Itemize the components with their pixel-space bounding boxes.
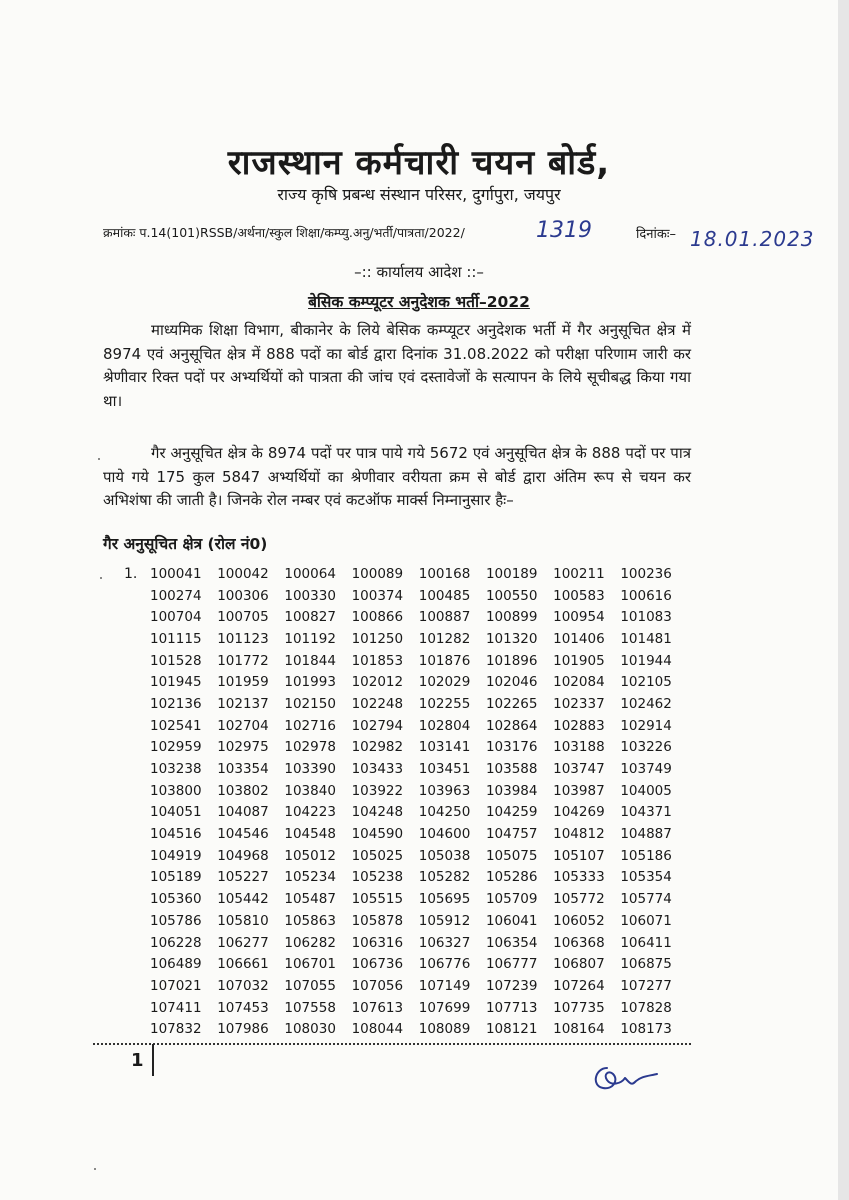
- table-row: [150, 693, 688, 715]
- roll-number-cell: 101083: [620, 609, 672, 626]
- roll-number-cell: 102462: [620, 695, 672, 712]
- roll-number-cell: 108173: [620, 1021, 672, 1038]
- roll-number-cell: 105774: [620, 891, 672, 908]
- roll-number-cell: 106736: [351, 956, 404, 973]
- roll-number-cell: 102716: [284, 717, 336, 734]
- roll-number-cell: 103802: [217, 782, 269, 799]
- roll-number-cell: 104269: [553, 804, 605, 821]
- table-row: [150, 975, 688, 997]
- roll-number-cell: 105863: [284, 912, 336, 929]
- table-row: [150, 650, 688, 672]
- roll-number-table: [150, 563, 688, 1040]
- roll-number-cell: 105186: [620, 847, 672, 864]
- roll-number-cell: 100899: [485, 609, 538, 626]
- roll-number-cell: 105810: [217, 912, 269, 929]
- roll-number-cell: 103188: [553, 739, 605, 756]
- roll-number-cell: 100089: [351, 565, 404, 582]
- roll-number-cell: 100274: [150, 587, 202, 604]
- roll-number-cell: 107832: [150, 1021, 202, 1038]
- roll-number-cell: 104919: [150, 847, 202, 864]
- roll-number-cell: 105012: [284, 847, 336, 864]
- roll-number-cell: 108030: [284, 1021, 336, 1038]
- roll-number-cell: 102704: [217, 717, 269, 734]
- roll-number-cell: 106875: [620, 956, 672, 973]
- table-row: [150, 628, 688, 650]
- roll-number-cell: 102255: [418, 695, 471, 712]
- roll-number-cell: 107713: [485, 999, 538, 1016]
- table-row: [150, 910, 688, 932]
- roll-number-cell: 108164: [553, 1021, 605, 1038]
- roll-number-cell: 101944: [620, 652, 672, 669]
- paragraph-2: गैर अनुसूचित क्षेत्र के 8974 पदों पर पात्र पाये गये 5672 एवं अनुसूचित क्षेत्र के 888 पदों पर पात्र पाये गये 175 कुल 5847 अभ्यर्थियों का श्रेणीवार वरीयता क्रम से बोर्ड द्वारा अंतिम रूप से चयन कर अभिशंषा की जाती है। जिनके रोल नम्बर एवं कटऑफ मार्क्स निम्नानुसार हैः–: [103, 444, 691, 510]
- roll-number-cell: 107056: [351, 977, 404, 994]
- roll-number-cell: 106282: [284, 934, 336, 951]
- roll-number-cell: 100374: [351, 587, 404, 604]
- scan-speck: [100, 577, 102, 579]
- roll-number-cell: 105695: [418, 891, 471, 908]
- scan-speck: [98, 458, 100, 460]
- roll-number-cell: 102978: [284, 739, 336, 756]
- roll-number-cell: 107055: [284, 977, 336, 994]
- roll-number-cell: 105772: [553, 891, 605, 908]
- roll-number-cell: 100704: [150, 609, 202, 626]
- roll-number-cell: 100827: [284, 609, 336, 626]
- roll-number-cell: 102982: [351, 739, 404, 756]
- roll-number-cell: 104546: [217, 826, 269, 843]
- roll-number-cell: 104887: [620, 826, 672, 843]
- page-number: 1: [131, 1050, 144, 1071]
- roll-number-cell: 105515: [351, 891, 404, 908]
- roll-number-cell: 103390: [284, 761, 336, 778]
- roll-number-cell: 107149: [418, 977, 471, 994]
- table-row: [150, 585, 688, 607]
- roll-number-cell: 103800: [150, 782, 202, 799]
- table-row: [150, 563, 688, 585]
- roll-number-cell: 102804: [418, 717, 471, 734]
- roll-number-cell: 104087: [217, 804, 269, 821]
- roll-number-cell: 101959: [217, 674, 269, 691]
- footer-rule: [93, 1043, 691, 1045]
- table-row: [150, 823, 688, 845]
- roll-number-cell: 104051: [150, 804, 202, 821]
- roll-number-cell: 100189: [485, 565, 538, 582]
- roll-number-cell: 106228: [150, 934, 202, 951]
- board-title: राजस्थान कर्मचारी चयन बोर्ड,: [227, 143, 611, 183]
- roll-number-cell: 100330: [284, 587, 336, 604]
- roll-number-cell: 107558: [284, 999, 336, 1016]
- signature-icon: [585, 1060, 665, 1096]
- roll-number-cell: 101772: [217, 652, 269, 669]
- roll-number-cell: 103840: [284, 782, 336, 799]
- roll-number-cell: 103354: [217, 761, 269, 778]
- roll-number-cell: 102029: [418, 674, 471, 691]
- table-row: [150, 953, 688, 975]
- roll-number-cell: 104250: [418, 804, 471, 821]
- roll-number-cell: 103747: [553, 761, 605, 778]
- roll-number-cell: 107277: [620, 977, 672, 994]
- roll-number-cell: 104757: [485, 826, 538, 843]
- roll-number-cell: 101905: [553, 652, 605, 669]
- roll-number-cell: 102105: [620, 674, 672, 691]
- roll-number-cell: 102265: [485, 695, 538, 712]
- roll-number-cell: 102012: [351, 674, 404, 691]
- roll-number-cell: 104600: [418, 826, 471, 843]
- roll-number-cell: 103176: [485, 739, 538, 756]
- roll-number-cell: 105786: [150, 912, 202, 929]
- roll-number-cell: 107699: [418, 999, 471, 1016]
- roll-number-cell: 102136: [150, 695, 202, 712]
- roll-number-cell: 104371: [620, 804, 672, 821]
- roll-number-cell: 103238: [150, 761, 202, 778]
- roll-number-cell: 105025: [351, 847, 404, 864]
- roll-number-cell: 100041: [150, 565, 202, 582]
- roll-number-cell: 105075: [485, 847, 538, 864]
- roll-number-cell: 103984: [485, 782, 538, 799]
- roll-number-cell: 104548: [284, 826, 336, 843]
- roll-number-cell: 103141: [418, 739, 471, 756]
- table-row: [150, 932, 688, 954]
- roll-number-cell: 107239: [485, 977, 538, 994]
- roll-number-cell: 106368: [553, 934, 605, 951]
- roll-number-cell: 107735: [553, 999, 605, 1016]
- item-number: 1.: [124, 566, 138, 582]
- roll-number-cell: 103433: [351, 761, 404, 778]
- roll-number-cell: 102914: [620, 717, 672, 734]
- roll-number-cell: 100887: [418, 609, 471, 626]
- roll-number-cell: 107021: [150, 977, 202, 994]
- roll-number-cell: 104590: [351, 826, 404, 843]
- roll-number-cell: 106661: [217, 956, 269, 973]
- paragraph-1: माध्यमिक शिक्षा विभाग, बीकानेर के लिये बेसिक कम्प्यूटर अनुदेशक भर्ती में गैर अनुसूचित क्षेत्र में 8974 एवं अनुसूचित क्षेत्र में 888 पदों का बोर्ड द्वारा दिनांक 31.08.2022 को परीक्षा परिणाम जारी कर श्रेणीवार रिक्त पदों पर अभ्यर्थियों को पात्रता की जांच एवं दस्तावेजों के सत्यापन के लिये सूचीबद्ध किया गया था।: [103, 321, 691, 410]
- roll-number-cell: 101481: [620, 630, 672, 647]
- roll-number-cell: 100583: [553, 587, 605, 604]
- roll-number-cell: 103963: [418, 782, 471, 799]
- roll-number-cell: 108121: [485, 1021, 538, 1038]
- roll-number-cell: 101853: [351, 652, 404, 669]
- roll-number-cell: 106316: [351, 934, 404, 951]
- roll-number-cell: 102975: [217, 739, 269, 756]
- roll-number-cell: 100236: [620, 565, 672, 582]
- roll-number-cell: 105107: [553, 847, 605, 864]
- date-value: 18.01.2023: [690, 227, 815, 251]
- roll-number-cell: 101115: [150, 630, 202, 647]
- recruitment-title: बेसिक कम्प्यूटर अनुदेशक भर्ती–2022: [308, 293, 530, 311]
- roll-number-cell: 101896: [485, 652, 538, 669]
- roll-number-cell: 104516: [150, 826, 202, 843]
- roll-number-cell: 101528: [150, 652, 202, 669]
- roll-number-cell: 107411: [150, 999, 202, 1016]
- roll-number-cell: 105333: [553, 869, 605, 886]
- roll-number-cell: 101993: [284, 674, 336, 691]
- table-row: [150, 888, 688, 910]
- table-row: [150, 997, 688, 1019]
- roll-number-cell: 104812: [553, 826, 605, 843]
- roll-number-cell: 100705: [217, 609, 269, 626]
- scan-speck: [94, 1168, 96, 1170]
- roll-number-cell: 104248: [351, 804, 404, 821]
- roll-number-cell: 103226: [620, 739, 672, 756]
- roll-number-cell: 107453: [217, 999, 269, 1016]
- roll-number-cell: 102337: [553, 695, 605, 712]
- roll-number-cell: 105189: [150, 869, 202, 886]
- roll-number-cell: 105227: [217, 869, 269, 886]
- date-label: दिनांकः–: [636, 227, 676, 242]
- roll-number-cell: 105354: [620, 869, 672, 886]
- roll-number-cell: 103749: [620, 761, 672, 778]
- roll-number-cell: 100211: [553, 565, 605, 582]
- reference-label: क्रमांकः प.14(101)RSSB/अर्थना/स्कुल शिक्षा/कम्प्यु.अनु/भर्ती/पात्रता/2022/: [103, 225, 465, 240]
- table-row: [150, 737, 688, 759]
- roll-number-cell: 106777: [485, 956, 538, 973]
- roll-number-cell: 108044: [351, 1021, 404, 1038]
- roll-number-cell: 102046: [485, 674, 538, 691]
- roll-number-cell: 106071: [620, 912, 672, 929]
- roll-number-cell: 100550: [485, 587, 538, 604]
- roll-number-cell: 106277: [217, 934, 269, 951]
- roll-number-cell: 107032: [217, 977, 269, 994]
- roll-number-cell: 102959: [150, 739, 202, 756]
- roll-number-cell: 106411: [620, 934, 672, 951]
- roll-number-cell: 101192: [284, 630, 336, 647]
- roll-number-cell: 101844: [284, 652, 336, 669]
- roll-number-cell: 106776: [418, 956, 471, 973]
- roll-number-cell: 101406: [553, 630, 605, 647]
- roll-number-cell: 102084: [553, 674, 605, 691]
- roll-number-cell: 106489: [150, 956, 202, 973]
- roll-number-cell: 104259: [485, 804, 538, 821]
- roll-number-cell: 101123: [217, 630, 269, 647]
- roll-number-cell: 100954: [553, 609, 605, 626]
- roll-number-cell: 104223: [284, 804, 336, 821]
- roll-number-cell: 101250: [351, 630, 404, 647]
- roll-number-cell: 100064: [284, 565, 336, 582]
- roll-number-cell: 102248: [351, 695, 404, 712]
- roll-number-cell: 105038: [418, 847, 471, 864]
- roll-number-cell: 100168: [418, 565, 471, 582]
- roll-number-cell: 102864: [485, 717, 538, 734]
- roll-number-cell: 105282: [418, 869, 471, 886]
- roll-number-cell: 102794: [351, 717, 404, 734]
- roll-number-cell: 103987: [553, 782, 605, 799]
- table-row: [150, 780, 688, 802]
- roll-number-cell: 103588: [485, 761, 538, 778]
- table-row: [150, 758, 688, 780]
- roll-number-cell: 105360: [150, 891, 202, 908]
- roll-number-cell: 106327: [418, 934, 471, 951]
- roll-number-cell: 100485: [418, 587, 471, 604]
- roll-number-cell: 105442: [217, 891, 269, 908]
- roll-number-cell: 105487: [284, 891, 336, 908]
- roll-number-cell: 107613: [351, 999, 404, 1016]
- table-row: [150, 867, 688, 889]
- roll-number-cell: 106701: [284, 956, 336, 973]
- roll-number-cell: 107828: [620, 999, 672, 1016]
- reference-number: 1319: [536, 218, 592, 243]
- roll-number-cell: 105286: [485, 869, 538, 886]
- roll-number-cell: 102541: [150, 717, 202, 734]
- roll-number-cell: 102137: [217, 695, 269, 712]
- roll-number-cell: 103922: [351, 782, 404, 799]
- board-address: राज्य कृषि प्रबन्ध संस्थान परिसर, दुर्गापुरा, जयपुर: [277, 185, 561, 204]
- section-heading: गैर अनुसूचित क्षेत्र (रोल नं0): [103, 535, 268, 553]
- roll-number-cell: 106052: [553, 912, 605, 929]
- roll-number-cell: 107264: [553, 977, 605, 994]
- page-edge: [838, 0, 849, 1200]
- roll-number-cell: 107986: [217, 1021, 269, 1038]
- roll-number-cell: 101945: [150, 674, 202, 691]
- roll-number-cell: 100866: [351, 609, 404, 626]
- roll-number-cell: 104968: [217, 847, 269, 864]
- roll-number-cell: 106041: [485, 912, 538, 929]
- roll-number-cell: 105234: [284, 869, 336, 886]
- table-row: [150, 606, 688, 628]
- table-row: [150, 845, 688, 867]
- roll-number-cell: 105709: [485, 891, 538, 908]
- office-order-heading: –:: कार्यालय आदेश ::–: [354, 263, 484, 281]
- roll-number-cell: 108089: [418, 1021, 471, 1038]
- table-row: [150, 1018, 688, 1040]
- roll-number-cell: 100042: [217, 565, 269, 582]
- roll-number-cell: 102883: [553, 717, 605, 734]
- roll-number-cell: 105912: [418, 912, 471, 929]
- roll-number-cell: 100616: [620, 587, 672, 604]
- roll-number-cell: 101320: [485, 630, 538, 647]
- roll-number-cell: 100306: [217, 587, 269, 604]
- roll-number-cell: 103451: [418, 761, 471, 778]
- table-row: [150, 671, 688, 693]
- roll-number-cell: 106807: [553, 956, 605, 973]
- roll-number-cell: 106354: [485, 934, 538, 951]
- roll-number-cell: 101282: [418, 630, 471, 647]
- roll-number-cell: 101876: [418, 652, 471, 669]
- page-number-bar: [152, 1044, 154, 1076]
- table-row: [150, 802, 688, 824]
- roll-number-cell: 105238: [351, 869, 404, 886]
- roll-number-cell: 102150: [284, 695, 336, 712]
- table-row: [150, 715, 688, 737]
- roll-number-cell: 105878: [351, 912, 404, 929]
- roll-number-cell: 104005: [620, 782, 672, 799]
